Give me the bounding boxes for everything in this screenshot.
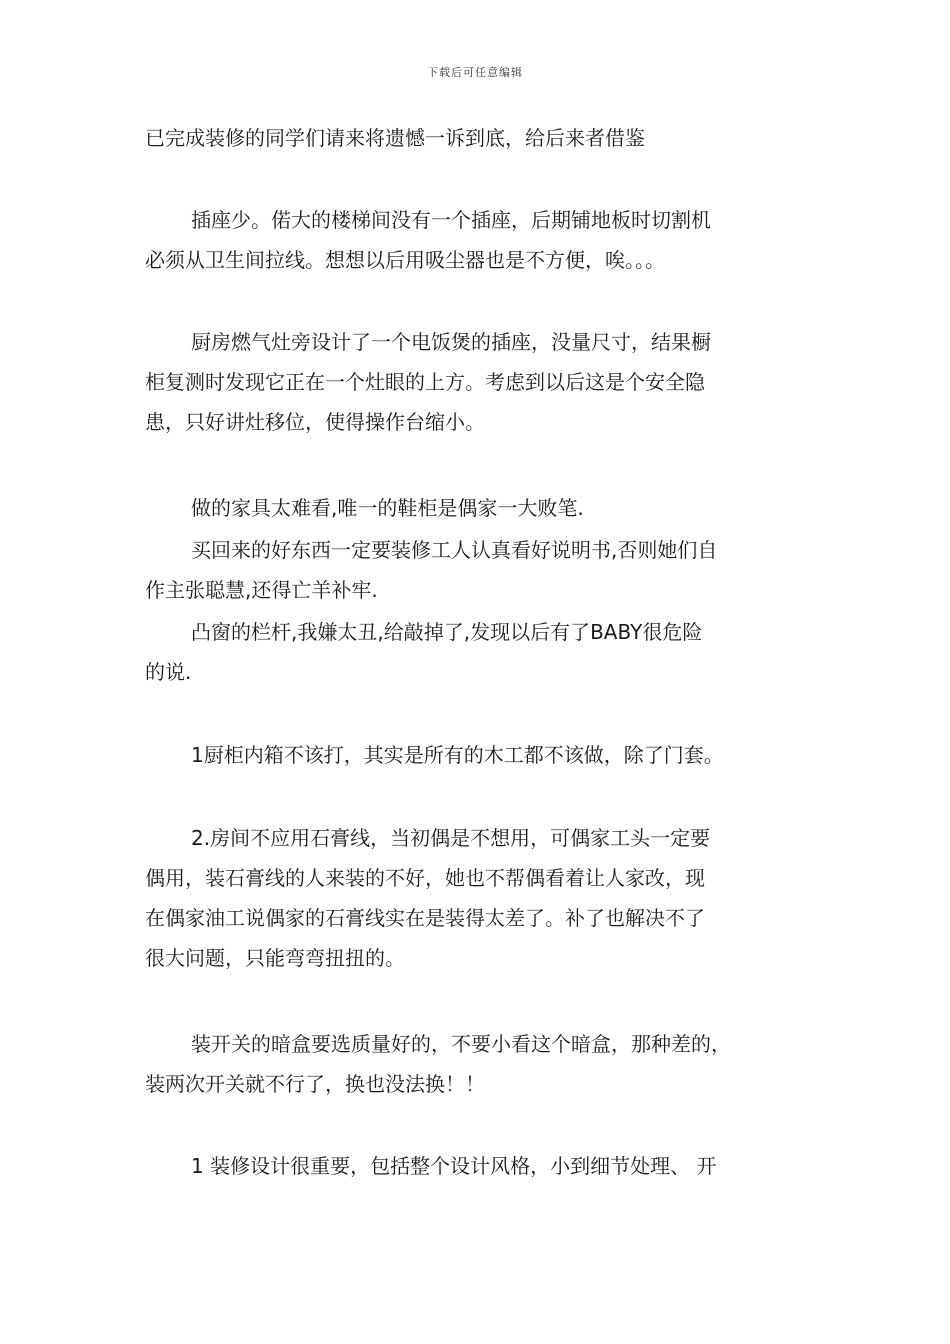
paragraph-line: 柜复测时发现它正在一个灶眼的上方。考虑到以后这是个安全隐 (145, 370, 705, 394)
paragraph-line: 买回来的好东西一定要装修工人认真看好说明书,否则她们自 (191, 538, 718, 562)
paragraph-line: 厨房燃气灶旁设计了一个电饭煲的插座，没量尺寸，结果橱 (191, 330, 711, 354)
paragraph-line: 在偶家油工说偶家的石膏线实在是装得太差了。补了也解决不了 (145, 906, 705, 930)
page-header: 下载后可任意编辑 (427, 66, 523, 79)
paragraph-cabinet (145, 735, 815, 775)
paragraph-line: 1厨柜内箱不该打，其实是所有的木工都不该做，除了门套。 (191, 743, 724, 767)
paragraph-design (145, 1146, 815, 1186)
paragraph-plaster-line (145, 818, 815, 978)
paragraph-outlets (145, 200, 815, 280)
paragraph-line: 装开关的暗盒要选质量好的，不要小看这个暗盒，那种差的， (191, 1032, 731, 1056)
document-title: 已完成装修的同学们请来将遗憾一诉到底，给后来者借鉴 (145, 126, 645, 150)
paragraph-line: 患，只好讲灶移位，使得操作台缩小。 (145, 410, 485, 434)
paragraph-kitchen-socket (145, 322, 815, 442)
paragraph-manuals (145, 530, 815, 610)
paragraph-line: 凸窗的栏杆,我嫌太丑,给敲掉了,发现以后有了BABY很危险 (191, 620, 703, 644)
paragraph-window-railing (145, 612, 815, 692)
paragraph-line: 很大问题，只能弯弯扭扭的。 (145, 946, 405, 970)
paragraph-line: 插座少。偌大的楼梯间没有一个插座，后期铺地板时切割机 (191, 208, 711, 232)
paragraph-furniture (145, 488, 815, 528)
paragraph-line: 偶用，装石膏线的人来装的不好，她也不帮偶看着让人家改，现 (145, 866, 705, 890)
paragraph-line: 作主张聪慧,还得亡羊补牢. (145, 578, 378, 602)
paragraph-line: 装两次开关就不行了，换也没法换！！ (145, 1072, 485, 1096)
paragraph-line: 的说. (145, 660, 192, 684)
paragraph-line: 必须从卫生间拉线。想想以后用吸尘器也是不方便，唉。。。 (145, 248, 665, 272)
paragraph-line: 2.房间不应用石膏线，当初偶是不想用，可偶家工头一定要 (191, 826, 711, 850)
paragraph-switch-box (145, 1024, 815, 1104)
paragraph-line: 1 装修设计很重要，包括整个设计风格，小到细节处理、 开 (191, 1154, 717, 1178)
paragraph-line: 做的家具太难看,唯一的鞋柜是偶家一大败笔. (191, 496, 584, 520)
